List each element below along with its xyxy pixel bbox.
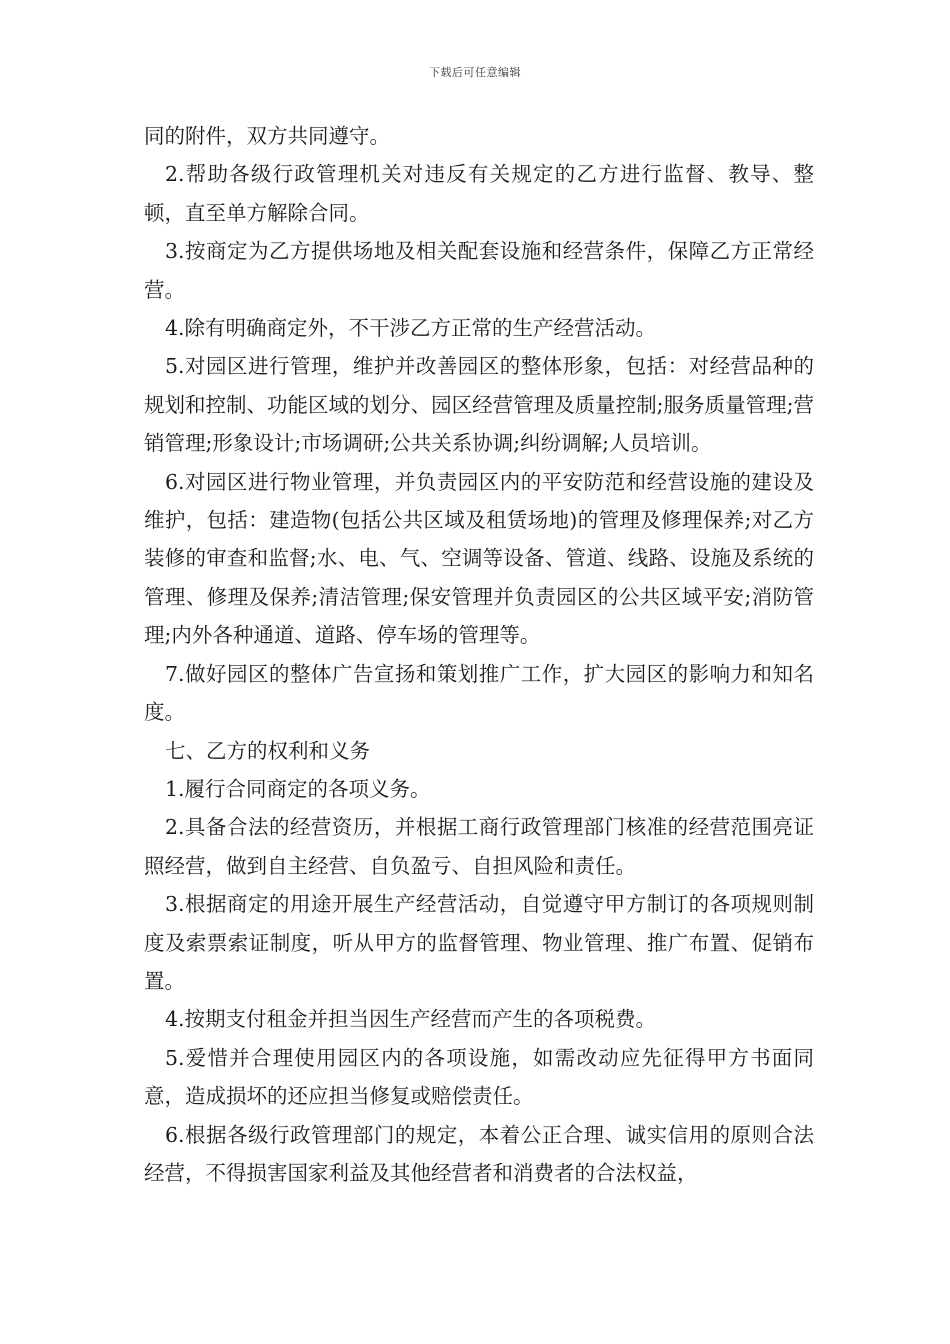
page-header: 下载后可任意编辑 [429,66,521,79]
paragraph-b-item-1: 1.履行合同商定的各项义务。 [165,776,431,801]
paragraph-continuation: 同的附件，双方共同遵守。 [144,124,390,148]
paragraph-item-5-park-management: 5.对园区进行管理，维护并改善园区的整体形象，包括：对经营品种的规划和控制、功能区域的划分、园区经营管理及质量控制;服务质量管理;营销管理;形象设计;市场调研;公共关系协调;纠纷调解;人员培训。 [144,354,814,456]
paragraph-item-7-promotion: 7.做好园区的整体广告宣扬和策划推广工作，扩大园区的影响力和知名度。 [144,661,814,725]
paragraph-item-4-non-interference: 4.除有明确商定外，不干涉乙方正常的生产经营活动。 [165,316,657,341]
paragraph-b-item-2: 2.具备合法的经营资历，并根据工商行政管理部门核准的经营范围亮证照经营，做到自主经营、自负盈亏、自担风险和责任。 [144,815,814,878]
document-body [144,117,814,1192]
section-heading-party-b-rights: 七、乙方的权利和义务 [165,738,370,763]
paragraph-item-6-property-management: 6.对园区进行物业管理，并负责园区内的平安防范和经营设施的建设及维护，包括：建造物(包括公共区域及租赁场地)的管理及修理保养;对乙方装修的审查和监督;水、电、气、空调等设备、管道、线路、设施及系统的管理、修理及保养;清洁管理;保安管理并负责园区的公共区域平安;消防管理;内外各种通道、道路、停车场的管理等。 [144,469,814,648]
paragraph-b-item-4: 4.按期支付租金并担当因生产经营而产生的各项税费。 [165,1007,657,1032]
paragraph-b-item-3: 3.根据商定的用途开展生产经营活动，自觉遵守甲方制订的各项规则制度及索票索证制度，听从甲方的监督管理、物业管理、推广布置、促销布置。 [144,892,814,993]
paragraph-item-2-supervision: 2.帮助各级行政管理机关对违反有关规定的乙方进行监督、教导、整顿，直至单方解除合同。 [144,162,814,225]
paragraph-item-3-venue: 3.按商定为乙方提供场地及相关配套设施和经营条件，保障乙方正常经营。 [144,239,814,302]
paragraph-b-item-5: 5.爱惜并合理使用园区内的各项设施，如需改动应先征得甲方书面同意，造成损坏的还应担当修复或赔偿责任。 [144,1045,814,1109]
paragraph-b-item-6: 6.根据各级行政管理部门的规定，本着公正合理、诚实信用的原则合法经营，不得损害国家利益及其他经营者和消费者的合法权益， [144,1122,814,1185]
